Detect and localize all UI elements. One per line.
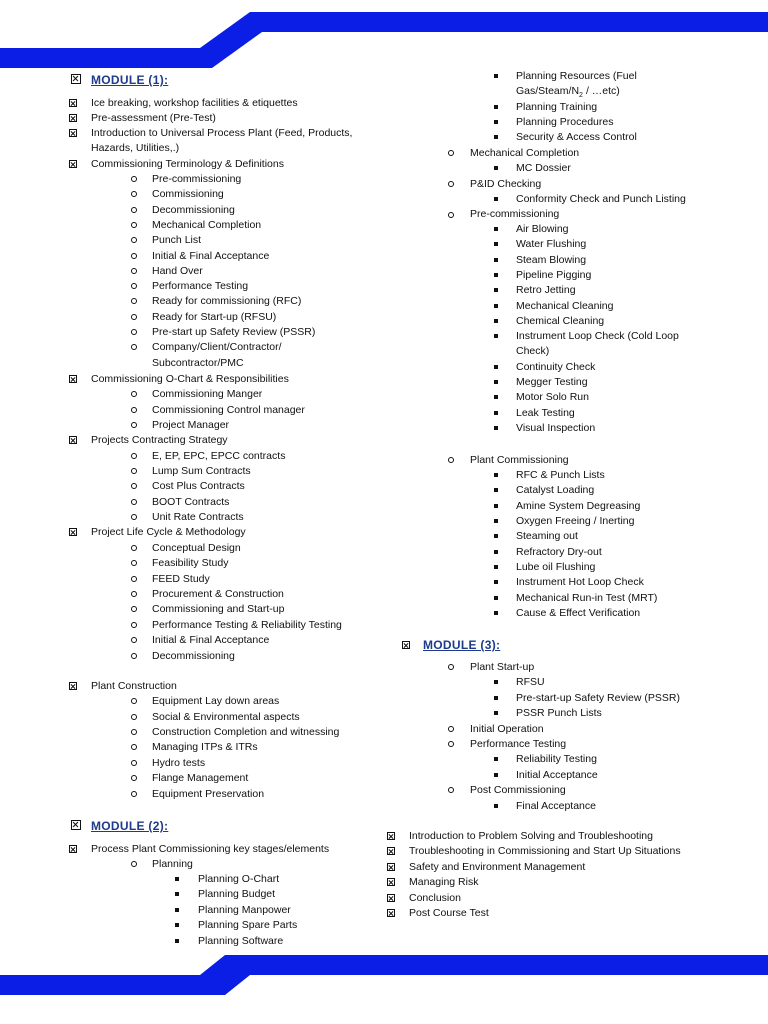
checkbox-bullet-icon — [387, 847, 395, 855]
square-bullet-icon — [494, 288, 498, 292]
list-item-text: Planning Manpower — [198, 904, 291, 916]
list-item-text: Conclusion — [409, 892, 461, 904]
square-bullet-icon — [494, 411, 498, 415]
circle-bullet-icon — [448, 787, 454, 793]
circle-bullet-icon — [131, 298, 137, 304]
list-item-text: Initial Acceptance — [516, 769, 598, 781]
circle-bullet-icon — [131, 744, 137, 750]
circle-bullet-icon — [131, 775, 137, 781]
list-item-text: Oxygen Freeing / Inerting — [516, 515, 635, 528]
square-bullet-icon — [494, 565, 498, 569]
circle-bullet-icon — [131, 468, 137, 474]
list-item-text: Pre-commissioning — [152, 173, 242, 185]
square-bullet-icon — [494, 227, 498, 231]
list-item-text: Instrument Hot Loop Check — [516, 576, 644, 589]
list-item-text: Flange Management — [152, 772, 249, 784]
circle-bullet-icon — [131, 760, 137, 766]
square-bullet-icon — [494, 319, 498, 323]
list-item-text: P&ID Checking — [470, 178, 542, 190]
square-bullet-icon — [175, 908, 179, 912]
square-bullet-icon — [494, 757, 498, 761]
list-item-text: Instrument Loop Check (Cold Loop — [516, 330, 679, 343]
circle-bullet-icon — [131, 637, 137, 643]
subscript-text: 2 — [579, 92, 583, 100]
list-item-text: E, EP, EPC, EPCC contracts — [152, 450, 286, 462]
circle-bullet-icon — [131, 222, 137, 228]
list-item-text: Hazards, Utilities,.) — [91, 142, 180, 154]
circle-bullet-icon — [131, 545, 137, 551]
square-bullet-icon — [494, 680, 498, 684]
list-item-text: Planning — [152, 858, 193, 870]
square-bullet-icon — [494, 365, 498, 369]
circle-bullet-icon — [131, 499, 137, 505]
checkbox-bullet-icon — [387, 878, 395, 886]
checkbox-bullet-icon — [402, 641, 410, 649]
square-bullet-icon — [494, 773, 498, 777]
checkbox-bullet-icon — [69, 845, 77, 853]
circle-bullet-icon — [131, 268, 137, 274]
circle-bullet-icon — [131, 606, 137, 612]
circle-bullet-icon — [131, 329, 137, 335]
list-item-text: Steam Blowing — [516, 253, 587, 266]
list-item-text: Mechanical Completion — [152, 218, 262, 231]
square-bullet-icon — [494, 611, 498, 615]
circle-bullet-icon — [448, 212, 454, 218]
square-bullet-icon — [494, 580, 498, 584]
circle-bullet-icon — [131, 453, 137, 459]
footer-band — [0, 955, 768, 1024]
circle-bullet-icon — [131, 207, 137, 213]
list-item-text: Planning Software — [198, 935, 284, 947]
list-item-text — [516, 84, 620, 98]
list-item-text: Introduction to Problem Solving and Troubleshooting — [409, 830, 653, 842]
circle-bullet-icon — [131, 237, 137, 243]
checkbox-bullet-icon — [71, 820, 81, 830]
checkbox-bullet-icon — [69, 436, 77, 444]
list-item-text: Initial Operation — [470, 723, 544, 735]
list-item-text: Subcontractor/PMC — [152, 356, 244, 369]
module-1-title: MODULE (1): — [91, 73, 169, 87]
list-item-text: Commissioning — [152, 188, 224, 201]
circle-bullet-icon — [131, 714, 137, 720]
list-item-text: Continuity Check — [516, 360, 596, 373]
circle-bullet-icon — [131, 391, 137, 397]
list-item-text: Hydro tests — [152, 757, 206, 769]
list-item-text: Plant Construction — [91, 680, 177, 692]
list-item-text: Planning Resources (Fuel — [516, 70, 637, 82]
list-item-text: Decommissioning — [152, 650, 235, 662]
circle-bullet-icon — [131, 576, 137, 582]
list-item-text: Project Life Cycle & Methodology — [91, 526, 246, 538]
list-item-text: Equipment Lay down areas — [152, 695, 280, 707]
list-item-text: Retro Jetting — [516, 284, 576, 297]
list-item-text: Commissioning Control manager — [152, 404, 305, 416]
list-item-text: Pre-commissioning — [470, 208, 560, 220]
list-item-text: MC Dossier — [516, 162, 571, 174]
circle-bullet-icon — [131, 791, 137, 797]
list-item-text: Safety and Environment Management — [409, 861, 586, 873]
list-item-text: Initial & Final Acceptance — [152, 249, 270, 262]
list-item-text: Pre-start up Safety Review (PSSR) — [152, 326, 316, 338]
list-item-text: Mechanical Cleaning — [516, 299, 614, 312]
list-item-text: Plant Commissioning — [470, 454, 569, 466]
list-item-text: Post Commissioning — [470, 784, 566, 796]
list-item-text: Pre-start-up Safety Review (PSSR) — [516, 692, 680, 704]
list-item-text: Ready for Start-up (RFSU) — [152, 310, 277, 323]
checkbox-bullet-icon — [69, 99, 77, 107]
list-item-text: Check) — [516, 345, 550, 358]
list-item-text: Introduction to Universal Process Plant (Feed, Products, — [91, 127, 353, 139]
list-item-text: Performance Testing & Reliability Testing — [152, 619, 342, 631]
list-item-text: Final Acceptance — [516, 800, 596, 812]
checkbox-bullet-icon — [387, 832, 395, 840]
circle-bullet-icon — [131, 483, 137, 489]
list-item-text: Feasibility Study — [152, 557, 229, 569]
square-bullet-icon — [494, 804, 498, 808]
square-bullet-icon — [494, 258, 498, 262]
square-bullet-icon — [494, 197, 498, 201]
circle-bullet-icon — [131, 560, 137, 566]
list-item-text: Conformity Check and Punch Listing — [516, 193, 686, 205]
square-bullet-icon — [494, 711, 498, 715]
square-bullet-icon — [494, 74, 498, 78]
circle-bullet-icon — [131, 698, 137, 704]
list-item-text: Steaming out — [516, 530, 578, 543]
circle-bullet-icon — [131, 283, 137, 289]
square-bullet-icon — [494, 334, 498, 338]
module-2-title: MODULE (2): — [91, 819, 169, 833]
list-item-text: Water Flushing — [516, 238, 587, 251]
list-item-text: Commissioning and Start-up — [152, 603, 285, 615]
list-item-text: Amine System Degreasing — [516, 499, 641, 512]
checkbox-bullet-icon — [387, 894, 395, 902]
checkbox-bullet-icon — [69, 160, 77, 168]
list-item-text: BOOT Contracts — [152, 496, 230, 508]
list-item-text: Performance Testing — [152, 280, 249, 293]
circle-bullet-icon — [131, 653, 137, 659]
square-bullet-icon — [494, 696, 498, 700]
list-item-text: Commissioning Manger — [152, 388, 263, 400]
checkbox-bullet-icon — [387, 909, 395, 917]
checkbox-bullet-icon — [69, 375, 77, 383]
circle-bullet-icon — [448, 457, 454, 463]
circle-bullet-icon — [131, 729, 137, 735]
list-item-text: Mechanical Run-in Test (MRT) — [516, 591, 658, 604]
list-item-text: Cause & Effect Verification — [516, 607, 641, 620]
list-item-text: Visual Inspection — [516, 421, 596, 434]
module-3-title: MODULE (3): — [423, 638, 501, 652]
square-bullet-icon — [494, 550, 498, 554]
circle-bullet-icon — [448, 150, 454, 156]
list-item-text: Ready for commissioning (RFC) — [152, 295, 302, 308]
circle-bullet-icon — [448, 664, 454, 670]
checkbox-bullet-icon — [71, 74, 81, 84]
circle-bullet-icon — [131, 253, 137, 259]
list-item-text: Planning Spare Parts — [198, 919, 298, 931]
list-item-text: Security & Access Control — [516, 131, 637, 143]
square-bullet-icon — [494, 395, 498, 399]
list-item-text: Procurement & Construction — [152, 588, 284, 600]
list-item-text: Punch List — [152, 234, 202, 247]
square-bullet-icon — [494, 166, 498, 170]
circle-bullet-icon — [131, 861, 137, 867]
square-bullet-icon — [494, 519, 498, 523]
square-bullet-icon — [494, 534, 498, 538]
list-item-text: PSSR Punch Lists — [516, 707, 602, 719]
square-bullet-icon — [494, 596, 498, 600]
square-bullet-icon — [494, 135, 498, 139]
list-item-text: Equipment Preservation — [152, 788, 265, 800]
list-item-text: Refractory Dry-out — [516, 545, 602, 558]
list-item-text: Ice breaking, workshop facilities & etiquettes — [91, 97, 298, 109]
list-item-text: Post Course Test — [409, 907, 489, 919]
list-item-text: Pipeline Pigging — [516, 268, 592, 281]
header-band — [0, 0, 768, 70]
circle-bullet-icon — [131, 407, 137, 413]
list-item-text: Conceptual Design — [152, 542, 241, 554]
list-item-text: / …etc) — [585, 85, 620, 97]
list-item-text: Social & Environmental aspects — [152, 711, 300, 723]
list-item-text: Air Blowing — [516, 223, 569, 235]
list-item-text: Gas/Steam/N — [516, 85, 580, 97]
checkbox-bullet-icon — [69, 114, 77, 122]
circle-bullet-icon — [131, 191, 137, 197]
list-item-text: Planning Budget — [198, 888, 276, 900]
list-item-text: Plant Start-up — [470, 661, 535, 673]
circle-bullet-icon — [131, 176, 137, 182]
checkbox-bullet-icon — [387, 863, 395, 871]
square-bullet-icon — [494, 488, 498, 492]
square-bullet-icon — [175, 939, 179, 943]
square-bullet-icon — [494, 105, 498, 109]
list-item-text: Planning Procedures — [516, 116, 614, 128]
circle-bullet-icon — [131, 344, 137, 350]
circle-bullet-icon — [131, 591, 137, 597]
square-bullet-icon — [494, 304, 498, 308]
list-item-text: Chemical Cleaning — [516, 314, 605, 327]
list-item-text: Planning Training — [516, 101, 598, 113]
list-item-text: Lump Sum Contracts — [152, 465, 251, 477]
list-item-text: Initial & Final Acceptance — [152, 634, 270, 646]
list-item-text: Pre-assessment (Pre-Test) — [91, 112, 216, 124]
list-item-text: Megger Testing — [516, 376, 588, 388]
checkbox-bullet-icon — [69, 528, 77, 536]
list-item-text: Unit Rate Contracts — [152, 511, 244, 523]
list-item-text: Construction Completion and witnessing — [152, 726, 340, 738]
list-item-text: Performance Testing — [470, 738, 567, 750]
list-item-text: Reliability Testing — [516, 753, 597, 765]
list-item-text: Managing Risk — [409, 876, 479, 888]
square-bullet-icon — [494, 120, 498, 124]
square-bullet-icon — [175, 923, 179, 927]
circle-bullet-icon — [448, 181, 454, 187]
list-item-text: RFC & Punch Lists — [516, 469, 605, 481]
circle-bullet-icon — [131, 622, 137, 628]
list-item-text: RFSU — [516, 676, 545, 688]
list-item-text: Planning O-Chart — [198, 873, 280, 885]
square-bullet-icon — [494, 426, 498, 430]
circle-bullet-icon — [448, 726, 454, 732]
circle-bullet-icon — [131, 314, 137, 320]
square-bullet-icon — [494, 473, 498, 477]
circle-bullet-icon — [448, 741, 454, 747]
list-item-text: FEED Study — [152, 573, 210, 585]
list-item-text: Decommissioning — [152, 203, 235, 216]
list-item-text: Commissioning Terminology & Definitions — [91, 158, 284, 170]
list-item-text: Company/Client/Contractor/ — [152, 341, 282, 354]
list-item-text: Hand Over — [152, 264, 203, 277]
checkbox-bullet-icon — [69, 682, 77, 690]
list-item-text: Commissioning O-Chart & Responsibilities — [91, 373, 289, 385]
list-item-text: Process Plant Commissioning key stages/elements — [91, 843, 330, 855]
square-bullet-icon — [494, 504, 498, 508]
circle-bullet-icon — [131, 514, 137, 520]
square-bullet-icon — [494, 380, 498, 384]
list-item-text: Motor Solo Run — [516, 391, 589, 404]
list-item-text: Project Manager — [152, 419, 230, 431]
list-item-text: Managing ITPs & ITRs — [152, 741, 258, 753]
list-item-text: Projects Contracting Strategy — [91, 434, 228, 446]
checkbox-bullet-icon — [69, 129, 77, 137]
circle-bullet-icon — [131, 422, 137, 428]
list-item-text: Cost Plus Contracts — [152, 480, 245, 492]
square-bullet-icon — [494, 242, 498, 246]
list-item-text: Mechanical Completion — [470, 147, 580, 159]
list-item-text: Catalyst Loading — [516, 484, 595, 497]
list-item-text: Leak Testing — [516, 406, 575, 419]
square-bullet-icon — [494, 273, 498, 277]
list-item-text: Lube oil Flushing — [516, 561, 596, 574]
square-bullet-icon — [175, 892, 179, 896]
list-item-text: Troubleshooting in Commissioning and Start Up Situations — [409, 845, 681, 857]
square-bullet-icon — [175, 877, 179, 881]
